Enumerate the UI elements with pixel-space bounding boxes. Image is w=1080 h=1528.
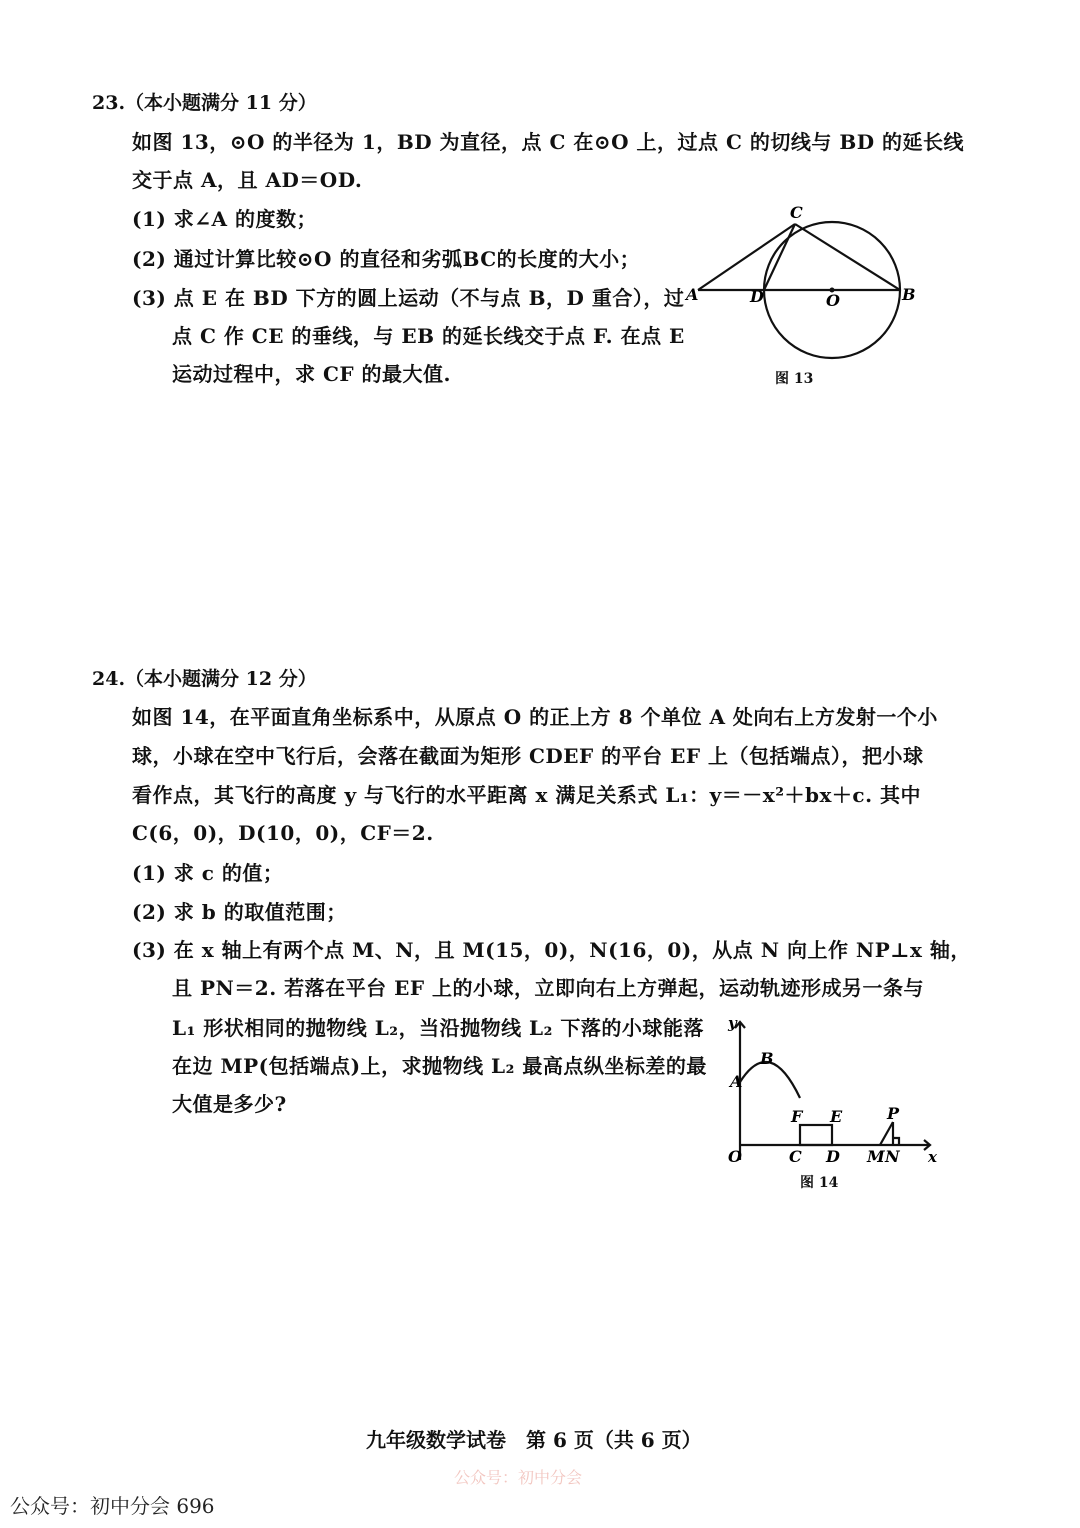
- q23-part-3: (3) 点 E 在 BD 下方的圆上运动（不与点 B，D 重合），过: [132, 286, 685, 310]
- label-y: y: [728, 1014, 737, 1032]
- q24-header: 24.（本小题满分 12 分）: [92, 668, 317, 690]
- label-n: N: [885, 1147, 900, 1166]
- page-footer: 九年级数学试卷 第 6 页（共 6 页）: [366, 1428, 702, 1452]
- figure-14-caption: 图 14: [800, 1175, 839, 1191]
- platform-cdef: [800, 1125, 832, 1145]
- label-c: C: [789, 1147, 802, 1166]
- q23-part-3-cont: 点 C 作 CE 的垂线，与 EB 的延长线交于点 F. 在点 E: [172, 324, 685, 348]
- label-d: D: [750, 287, 764, 306]
- label-p: P: [887, 1104, 900, 1123]
- label-o: O: [826, 291, 840, 310]
- q24-stem-line: C(6，0)，D(10，0)，CF＝2.: [132, 821, 434, 845]
- q23-stem-line: 交于点 A，且 AD＝OD.: [132, 168, 363, 192]
- label-c: C: [790, 203, 803, 222]
- q24-part-3: (3) 在 x 轴上有两个点 M、N，且 M(15，0)，N(16，0)，从点 N 向上作 NP⊥x 轴，: [132, 938, 971, 962]
- q24-stem-line: 如图 14，在平面直角坐标系中，从原点 O 的正上方 8 个单位 A 处向右上方发射一个小: [132, 705, 938, 729]
- q24-stem-line: 看作点，其飞行的高度 y 与飞行的水平距离 x 满足关系式 L₁：y＝－x²＋bx＋c. 其中: [132, 783, 921, 807]
- label-a: A: [730, 1072, 743, 1091]
- label-b: B: [760, 1049, 774, 1068]
- watermark-center: 公众号：初中分会: [454, 1468, 583, 1487]
- q23-part-1: (1) 求∠A 的度数；: [132, 207, 318, 231]
- q24-part-3-cont: 在边 MP(包括端点)上，求抛物线 L₂ 最高点纵坐标差的最: [172, 1054, 707, 1078]
- label-a: A: [686, 285, 699, 304]
- figure-13: [680, 198, 920, 393]
- q24-part-3-cont: 且 PN＝2. 若落在平台 EF 上的小球，立即向右上方弹起，运动轨迹形成另一条与: [172, 976, 924, 1000]
- q24-stem-line: 球，小球在空中飞行后，会落在截面为矩形 CDEF 的平台 EF 上（包括端点），把小球: [132, 744, 924, 768]
- label-d: D: [826, 1147, 840, 1166]
- figure-13-caption: 图 13: [775, 371, 814, 387]
- label-f: F: [791, 1107, 803, 1126]
- label-o: O: [728, 1147, 742, 1166]
- q24-part-3-cont: 大值是多少?: [172, 1092, 287, 1116]
- q24-part-2: (2) 求 b 的取值范围；: [132, 900, 347, 924]
- label-e: E: [830, 1107, 843, 1126]
- q23-stem-line: 如图 13，⊙O 的半径为 1，BD 为直径，点 C 在⊙O 上，过点 C 的切线与 BD 的延长线: [132, 130, 965, 154]
- segment-mp: [880, 1122, 893, 1145]
- q23-header: 23.（本小题满分 11 分）: [92, 92, 317, 114]
- label-m: M: [867, 1147, 885, 1166]
- chord-cb: [795, 224, 900, 290]
- q24-part-1: (1) 求 c 的值；: [132, 861, 284, 885]
- label-x: x: [928, 1148, 937, 1166]
- label-b: B: [902, 285, 916, 304]
- watermark-left: 公众号：初中分会 696: [10, 1494, 215, 1518]
- q23-part-3-cont: 运动过程中，求 CF 的最大值.: [172, 362, 452, 386]
- q24-part-3-cont: L₁ 形状相同的抛物线 L₂，当沿抛物线 L₂ 下落的小球能落: [172, 1016, 704, 1040]
- figure-14: [720, 1010, 940, 1170]
- q23-part-2: (2) 通过计算比较⊙O 的直径和劣弧BC的长度的大小；: [132, 247, 641, 271]
